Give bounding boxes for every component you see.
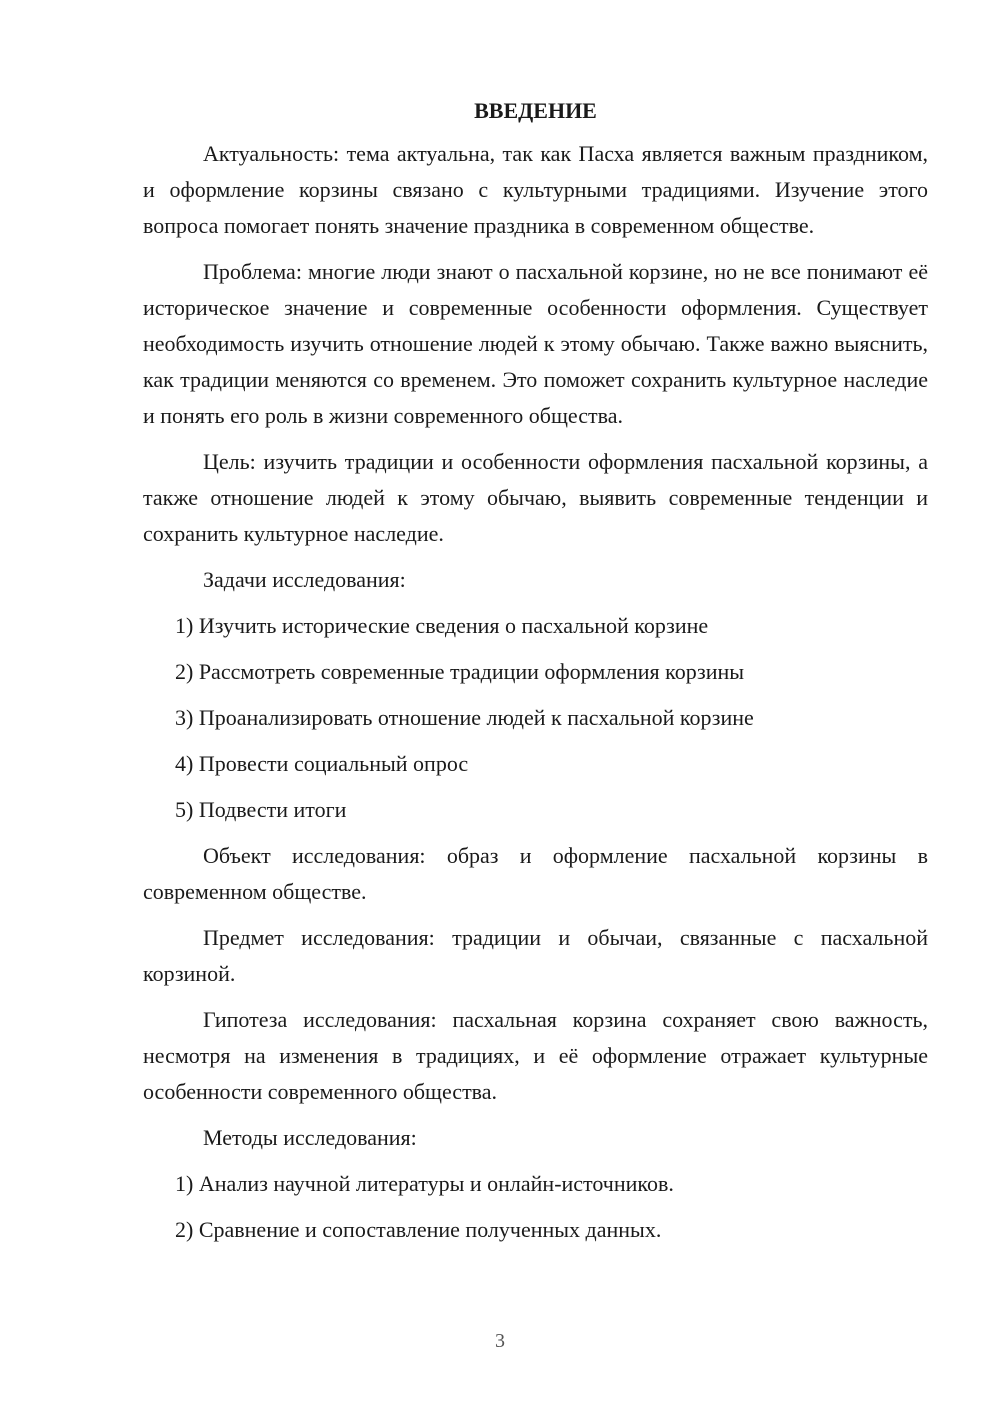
task-item: 1) Изучить исторические сведения о пасхальной корзине: [175, 613, 709, 638]
object-paragraph: Объект исследования: образ и оформление пасхальной корзины в современном обществе.: [143, 843, 928, 904]
method-item: 2) Сравнение и сопоставление полученных данных.: [175, 1217, 662, 1242]
task-item: 2) Рассмотреть современные традиции оформления корзины: [175, 659, 745, 684]
hypothesis-paragraph: Гипотеза исследования: пасхальная корзина сохраняет свою важность, несмотря на изменения в традициях, и её оформление отражает культурные особенности современного общества.: [143, 1007, 928, 1104]
relevance-paragraph: Актуальность: тема актуальна, так как Пасха является важным праздником, и оформление корзины связано с культурными традициями. Изучение этого вопроса помогает понять значение праздника в современном обществе.: [143, 141, 928, 238]
task-item: 4) Провести социальный опрос: [175, 751, 469, 776]
page-number: 3: [495, 1330, 505, 1352]
problem-paragraph: Проблема: многие люди знают о пасхальной корзине, но не все понимают её историческое значение и современные особенности оформления. Существует необходимость изучить отношение людей к этому обычаю. Также важно выяснить, как традиции меняются со временем. Это поможет сохранить культурное наследие и понять его роль в жизни современного общества.: [143, 259, 928, 428]
tasks-label: Задачи исследования:: [203, 567, 406, 592]
task-item: 5) Подвести итоги: [175, 797, 347, 822]
subject-paragraph: Предмет исследования: традиции и обычаи, связанные с пасхальной корзиной.: [143, 925, 928, 986]
method-item: 1) Анализ научной литературы и онлайн-источников.: [175, 1171, 674, 1196]
goal-paragraph: Цель: изучить традиции и особенности оформления пасхальной корзины, а также отношение людей к этому обычаю, выявить современные тенденции и сохранить культурное наследие.: [143, 449, 928, 546]
document-page: [143, 96, 928, 1258]
task-item: 3) Проанализировать отношение людей к пасхальной корзине: [175, 705, 754, 730]
section-title: ВВЕДЕНИЕ: [474, 98, 597, 123]
methods-label: Методы исследования:: [203, 1125, 417, 1150]
